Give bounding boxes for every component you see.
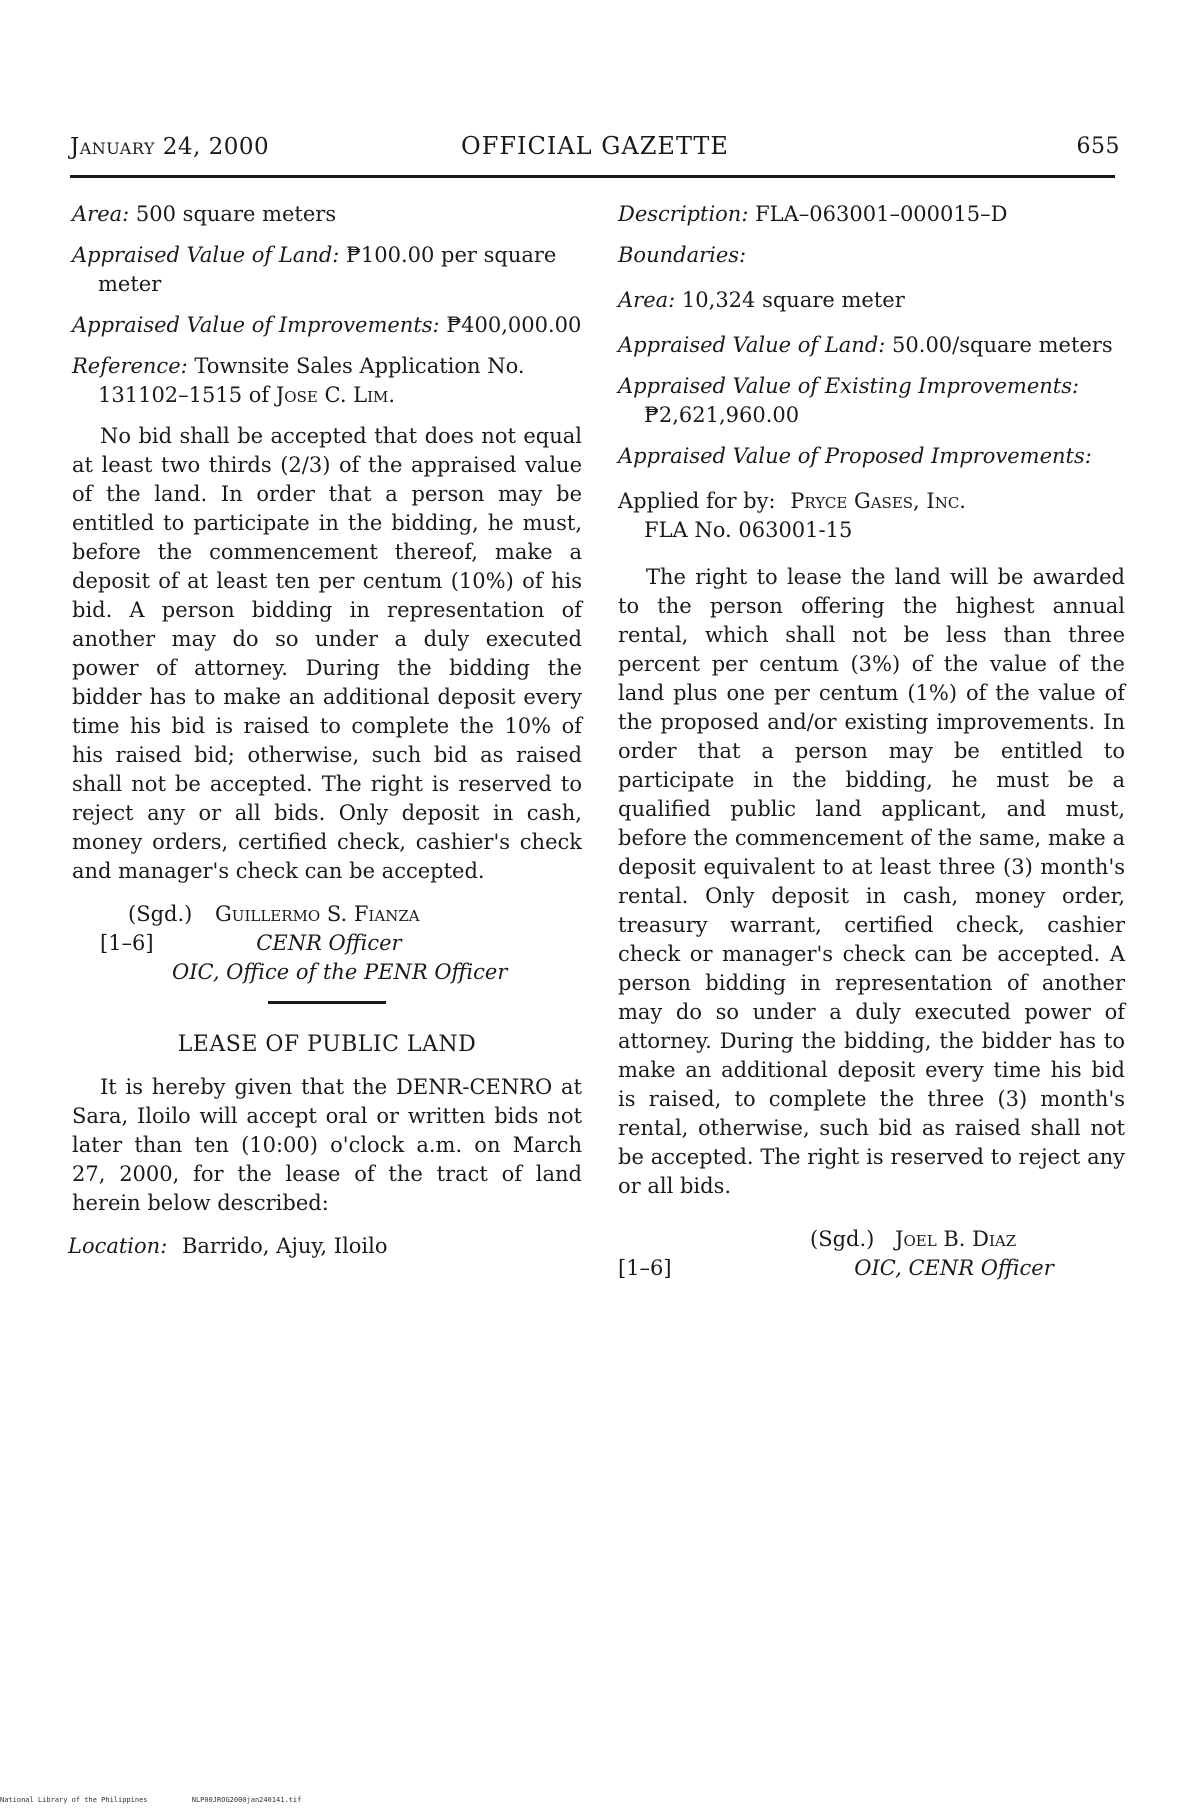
signer-office: OIC, Office of the PENR Officer xyxy=(172,960,508,984)
improvements-value: ₱400,000.00 xyxy=(446,313,582,337)
reference-value: Townsite Sales Application No. 131102–1515 of xyxy=(98,354,525,407)
existing-improvements-field xyxy=(618,372,1125,430)
signer-name-right: Joel B. Diaz xyxy=(895,1227,1017,1251)
location-label: Location: xyxy=(68,1234,168,1258)
reference-field xyxy=(72,352,582,410)
boundaries-field xyxy=(618,241,1125,270)
sgd-label-right: (Sgd.) xyxy=(810,1227,875,1251)
signer-name: Guillermo S. Fianza xyxy=(215,902,420,926)
signature-block-fianza xyxy=(72,900,582,987)
left-column xyxy=(68,200,582,1273)
description-label: Description: xyxy=(618,202,749,226)
area-field-right xyxy=(618,286,1125,315)
publication-ref: [1–6] xyxy=(100,931,154,955)
description-field xyxy=(618,200,1125,229)
library-credit: National Library of the Philippines xyxy=(0,1796,148,1804)
proposed-improvements-label: Appraised Value of Proposed Improvements: xyxy=(618,444,1092,468)
right-column xyxy=(618,200,1125,1283)
page-header xyxy=(70,128,1120,168)
land-value-field-right xyxy=(618,331,1125,360)
signer-title: CENR Officer xyxy=(256,931,402,955)
fla-number: FLA No. 063001-15 xyxy=(644,518,853,542)
improvements-label: Appraised Value of Improvements: xyxy=(72,313,440,337)
land-value-right: 50.00/square meters xyxy=(892,333,1113,357)
description-value: FLA–063001–000015–D xyxy=(755,202,1008,226)
bid-conditions-paragraph: No bid shall be accepted that does not equal at least two thirds (2/3) of the appraised value of the land. In order that a person may be entitled to participate in the bidding, he must, before the commencement thereof, make a deposit of at least ten per centum (10%) of his bid. A person bidding in representation of another may do so under a duly executed power of attorney. During the bidding the bidder has to make an additional deposit every time his bid is raised to complete the 10% of his raised bid; otherwise, such bid as raised shall not be accepted. The right is reserved to reject any or all bids. Only deposit in cash, money orders, certified check, cashier's check and manager's check can be accepted. xyxy=(72,424,582,883)
scan-filename: NLP00JROG2000jan240141.tif xyxy=(191,1796,302,1804)
area-field xyxy=(72,200,582,229)
reference-name: Jose C. Lim. xyxy=(275,383,396,407)
existing-improvements-value: ₱2,621,960.00 xyxy=(644,403,800,427)
scan-footer xyxy=(0,1796,341,1804)
signer-title-right: OIC, CENR Officer xyxy=(854,1256,1054,1280)
area-label: Area: xyxy=(72,202,130,226)
applicant-name: Pryce Gases, Inc. xyxy=(790,489,966,513)
area-label-right: Area: xyxy=(618,288,676,312)
header-rule xyxy=(70,175,1115,178)
lease-notice-paragraph: It is hereby given that the DENR-CENRO at Sara, Iloilo will accept oral or written bids not later than ten (10:00) o'clock a.m. on March 27, 2000, for the lease of the tract of land herein below described: xyxy=(72,1075,582,1215)
land-value: ₱100.00 per square meter xyxy=(98,243,557,296)
applied-field xyxy=(618,487,1125,545)
location-field xyxy=(68,1232,582,1261)
land-value-label: Appraised Value of Land: xyxy=(72,243,340,267)
location-value: Barrido, Ajuy, Iloilo xyxy=(181,1234,388,1258)
publication-title: OFFICIAL GAZETTE xyxy=(461,132,729,160)
signature-block-diaz xyxy=(618,1225,1125,1283)
existing-improvements-label: Appraised Value of Existing Improvements: xyxy=(618,374,1080,398)
issue-date: January 24, 2000 xyxy=(70,134,270,160)
land-value-label-right: Appraised Value of Land: xyxy=(618,333,886,357)
publication-ref-right: [1–6] xyxy=(618,1256,672,1280)
section-divider xyxy=(268,1001,386,1004)
lease-award-paragraph: The right to lease the land will be awarded to the person offering the highest annual rental, which shall not be less than three percent per centum (3%) of the value of the land plus one per centum (1%) of the value of the proposed and/or existing improvements. In order that a person may be entitled to participate in the bidding, he must be a qualified public land applicant, and must, before the commencement of the same, make a deposit equivalent to at least three (3) month's rental. Only deposit in cash, money order, treasury warrant, certified check, cashier check or manager's check can be accepted. A person bidding in representation of another may do so under a duly executed power of attorney. During the bidding, the bidder has to make an additional deposit every time his bid is raised, to complete the three (3) month's rental, otherwise, such bid as raised shall not be accepted. The right is reserved to reject any or all bids. xyxy=(618,565,1125,1198)
improvements-field xyxy=(72,311,582,340)
reference-label: Reference: xyxy=(72,354,188,378)
section-heading: LEASE OF PUBLIC LAND xyxy=(177,1032,477,1057)
boundaries-label: Boundaries: xyxy=(618,243,747,267)
area-value-right: 10,324 square meter xyxy=(681,288,905,312)
proposed-improvements-field xyxy=(618,442,1125,471)
land-value-field xyxy=(72,241,582,299)
page-number: 655 xyxy=(1076,134,1120,159)
area-value: 500 square meters xyxy=(135,202,337,226)
applied-label: Applied for by: xyxy=(618,489,776,513)
sgd-label: (Sgd.) xyxy=(128,902,193,926)
